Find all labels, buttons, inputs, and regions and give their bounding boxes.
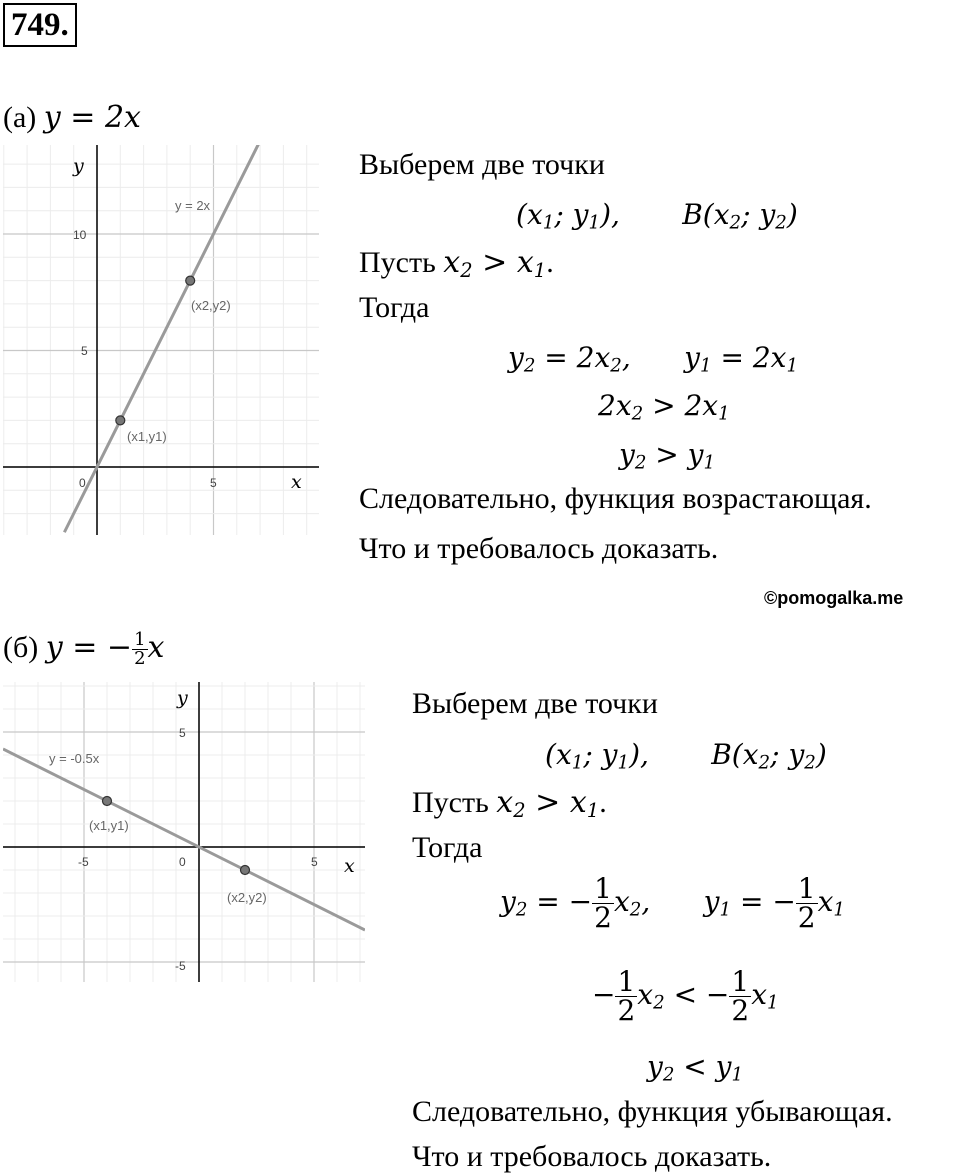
graph-a-x-label: x [291,471,302,493]
part-a-line-3: Пусть $x_2 > x_1$. [359,245,554,282]
part-a-points: ($x_1$; $y_1$), $B(x_2$; $y_2$) [516,198,798,234]
part-b-line-1: Выберем две точки [412,687,658,720]
part-b-points: ($x_1$; $y_1$), $B(x_2$; $y_2$) [545,738,827,774]
graph-b-line-label: y = -0.5x [49,751,100,766]
watermark: ©pomogalka.me [764,588,904,608]
part-a-line-4: Тогда [359,291,430,324]
graph-b-y-tick-neg5: -5 [175,959,186,973]
graph-a-point-2 [186,276,195,285]
part-a-line-1: Выберем две точки [359,148,605,181]
graph-a-x-tick-label: 5 [210,476,217,490]
part-b-qed: Что и требовалось доказать. [412,1140,772,1173]
graph-a-point-1-label: (x1,y1) [127,429,167,444]
part-a-eq-1: $y_2 = 2x_2$, $y_1 = 2x_1$ [508,341,799,377]
graph-b-x-tick-neg5: -5 [78,855,89,869]
part-b-eq-3: $y_2 < y_1$ [647,1050,744,1086]
graph-a [3,145,319,535]
graph-a-function-line [64,145,264,532]
graph-a-line-label: y = 2x [175,198,211,213]
graph-b-y-tick-5: 5 [179,726,186,740]
part-b-formula: y = − $\frac{1}{2}$ x [45,628,165,669]
part-b-eq-2: − $\frac{1}{2}$ $x_2$ < − $\frac{1}{2}$ $x_1$ [592,965,779,1027]
part-b-heading [3,630,164,668]
graph-a-y-tick-5: 5 [81,344,88,358]
graph-a-point-2-label: (x2,y2) [191,298,231,313]
part-b-label: (б) [3,631,39,664]
part-a-conclusion: Следовательно, функция возрастающая. [359,482,872,515]
part-b-line-4: Тогда [412,831,483,864]
graph-b-x-tick-5: 5 [311,855,318,869]
part-a-qed: Что и требовалось доказать. [359,532,719,565]
graph-b-origin-label: 0 [179,855,186,869]
graph-b-point-2 [241,866,250,875]
graph-b [3,682,365,982]
graph-b-function-line [3,749,365,930]
problem-number: 749. [3,3,77,47]
graph-b-point-1-label: (x1,y1) [89,818,129,833]
part-a-label: (а) [3,101,37,134]
graph-a-y-label: y [73,155,84,177]
graph-b-y-label: y [177,687,188,709]
graph-b-point-2-label: (x2,y2) [227,890,267,905]
graph-a-origin-label: 0 [79,476,86,490]
part-b-line-3: Пусть $x_2 > x_1$. [412,785,607,822]
graph-b-x-label: x [344,855,355,877]
graph-b-point-1 [103,797,112,806]
part-b-conclusion: Следовательно, функция убывающая. [412,1095,893,1128]
part-a-formula: y = 2x [43,100,141,135]
part-a-eq-2: $2x_2 > 2x_1$ [598,389,730,425]
graph-a-point-1 [116,416,125,425]
part-a-eq-3: $y_2 > y_1$ [619,438,716,474]
graph-a-y-tick-10: 10 [73,228,87,242]
part-b-eq-1: $y_2$ = − $\frac{1}{2}$ $x_2$, $y_1$ = − $\frac{1}{2}$ $x_1$ [500,872,845,934]
part-a-heading [3,100,141,135]
